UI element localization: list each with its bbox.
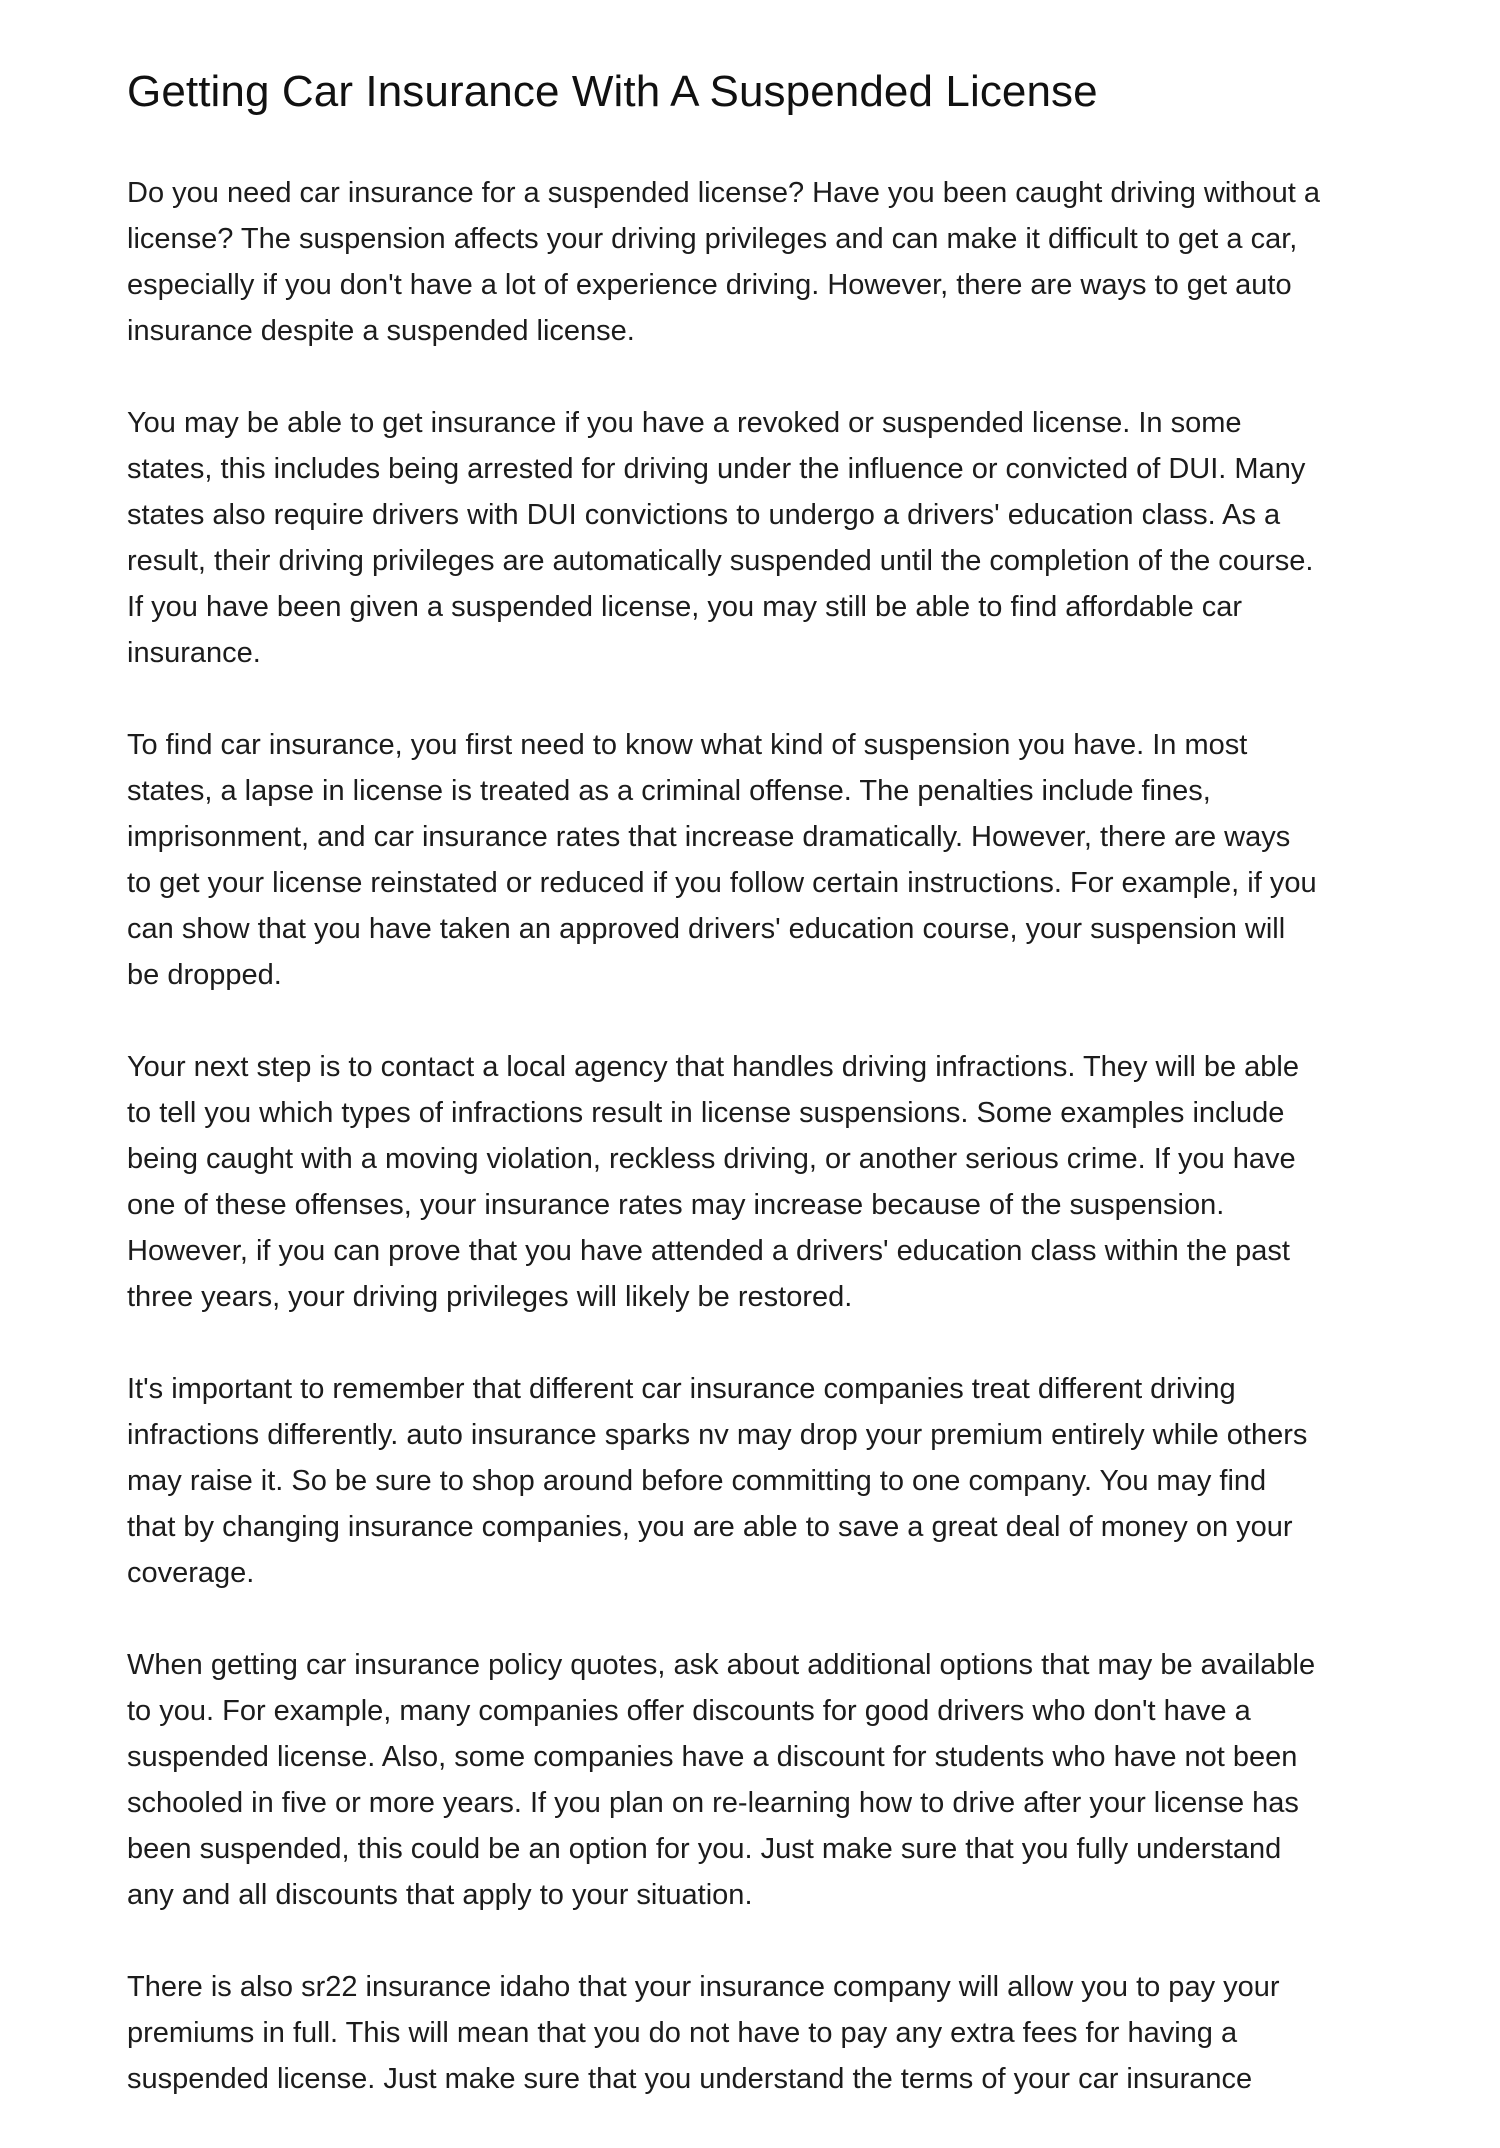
text-line: being caught with a moving violation, reckless driving, or another serious crime. If you have bbox=[127, 1143, 1296, 1175]
text-line: coverage. bbox=[127, 1557, 255, 1589]
paragraph-1 bbox=[127, 170, 1387, 354]
text-line: It's important to remember that different car insurance companies treat different driving bbox=[127, 1373, 1236, 1405]
text-line: There is also sr22 insurance idaho that your insurance company will allow you to pay your bbox=[127, 1971, 1280, 2003]
text-line: any and all discounts that apply to your situation. bbox=[127, 1879, 753, 1911]
page-title: Getting Car Insurance With A Suspended License bbox=[127, 67, 1098, 116]
paragraph-7 bbox=[127, 1964, 1387, 2102]
text-line: to tell you which types of infractions result in license suspensions. Some examples include bbox=[127, 1097, 1285, 1129]
text-line: one of these offenses, your insurance rates may increase because of the suspension. bbox=[127, 1189, 1225, 1221]
text-line: states, this includes being arrested for driving under the influence or convicted of DUI. Many bbox=[127, 453, 1306, 485]
text-line: states also require drivers with DUI convictions to undergo a drivers' education class. As a bbox=[127, 499, 1281, 531]
paragraph-6 bbox=[127, 1642, 1387, 1918]
text-line: to you. For example, many companies offer discounts for good drivers who don't have a bbox=[127, 1695, 1251, 1727]
text-line: to get your license reinstated or reduced if you follow certain instructions. For example, if you bbox=[127, 867, 1317, 899]
text-line: especially if you don't have a lot of experience driving. However, there are ways to get auto bbox=[127, 269, 1292, 301]
text-line: When getting car insurance policy quotes, ask about additional options that may be available bbox=[127, 1649, 1316, 1681]
text-line: infractions differently. auto insurance sparks nv may drop your premium entirely while others bbox=[127, 1419, 1308, 1451]
text-line: be dropped. bbox=[127, 959, 282, 991]
text-line: Your next step is to contact a local agency that handles driving infractions. They will be able bbox=[127, 1051, 1299, 1083]
document-page bbox=[127, 62, 1387, 2148]
paragraph-3 bbox=[127, 722, 1387, 998]
text-line: result, their driving privileges are automatically suspended until the completion of the course. bbox=[127, 545, 1314, 577]
text-line: premiums in full. This will mean that you do not have to pay any extra fees for having a bbox=[127, 2017, 1238, 2049]
text-line: that by changing insurance companies, you are able to save a great deal of money on your bbox=[127, 1511, 1293, 1543]
text-line: imprisonment, and car insurance rates that increase dramatically. However, there are ways bbox=[127, 821, 1291, 853]
text-line: may raise it. So be sure to shop around before committing to one company. You may find bbox=[127, 1465, 1267, 1497]
text-line: three years, your driving privileges will likely be restored. bbox=[127, 1281, 853, 1313]
article-body bbox=[127, 170, 1387, 2102]
text-line: To find car insurance, you first need to know what kind of suspension you have. In most bbox=[127, 729, 1248, 761]
text-line: been suspended, this could be an option for you. Just make sure that you fully understand bbox=[127, 1833, 1282, 1865]
text-line: Do you need car insurance for a suspended license? Have you been caught driving without a bbox=[127, 177, 1320, 209]
text-line: schooled in five or more years. If you plan on re-learning how to drive after your license has bbox=[127, 1787, 1299, 1819]
text-line: states, a lapse in license is treated as a criminal offense. The penalties include fines, bbox=[127, 775, 1211, 807]
text-line: However, if you can prove that you have attended a drivers' education class within the past bbox=[127, 1235, 1290, 1267]
text-line: If you have been given a suspended license, you may still be able to find affordable car bbox=[127, 591, 1243, 623]
paragraph-2 bbox=[127, 400, 1387, 676]
text-line: You may be able to get insurance if you have a revoked or suspended license. In some bbox=[127, 407, 1242, 439]
text-line: suspended license. Just make sure that you understand the terms of your car insurance bbox=[127, 2063, 1253, 2095]
text-line: suspended license. Also, some companies have a discount for students who have not been bbox=[127, 1741, 1298, 1773]
text-line: license? The suspension affects your driving privileges and can make it difficult to get a car, bbox=[127, 223, 1298, 255]
text-line: can show that you have taken an approved drivers' education course, your suspension will bbox=[127, 913, 1286, 945]
paragraph-4 bbox=[127, 1044, 1387, 1320]
text-line: insurance. bbox=[127, 637, 261, 669]
text-line: insurance despite a suspended license. bbox=[127, 315, 635, 347]
paragraph-5 bbox=[127, 1366, 1387, 1596]
